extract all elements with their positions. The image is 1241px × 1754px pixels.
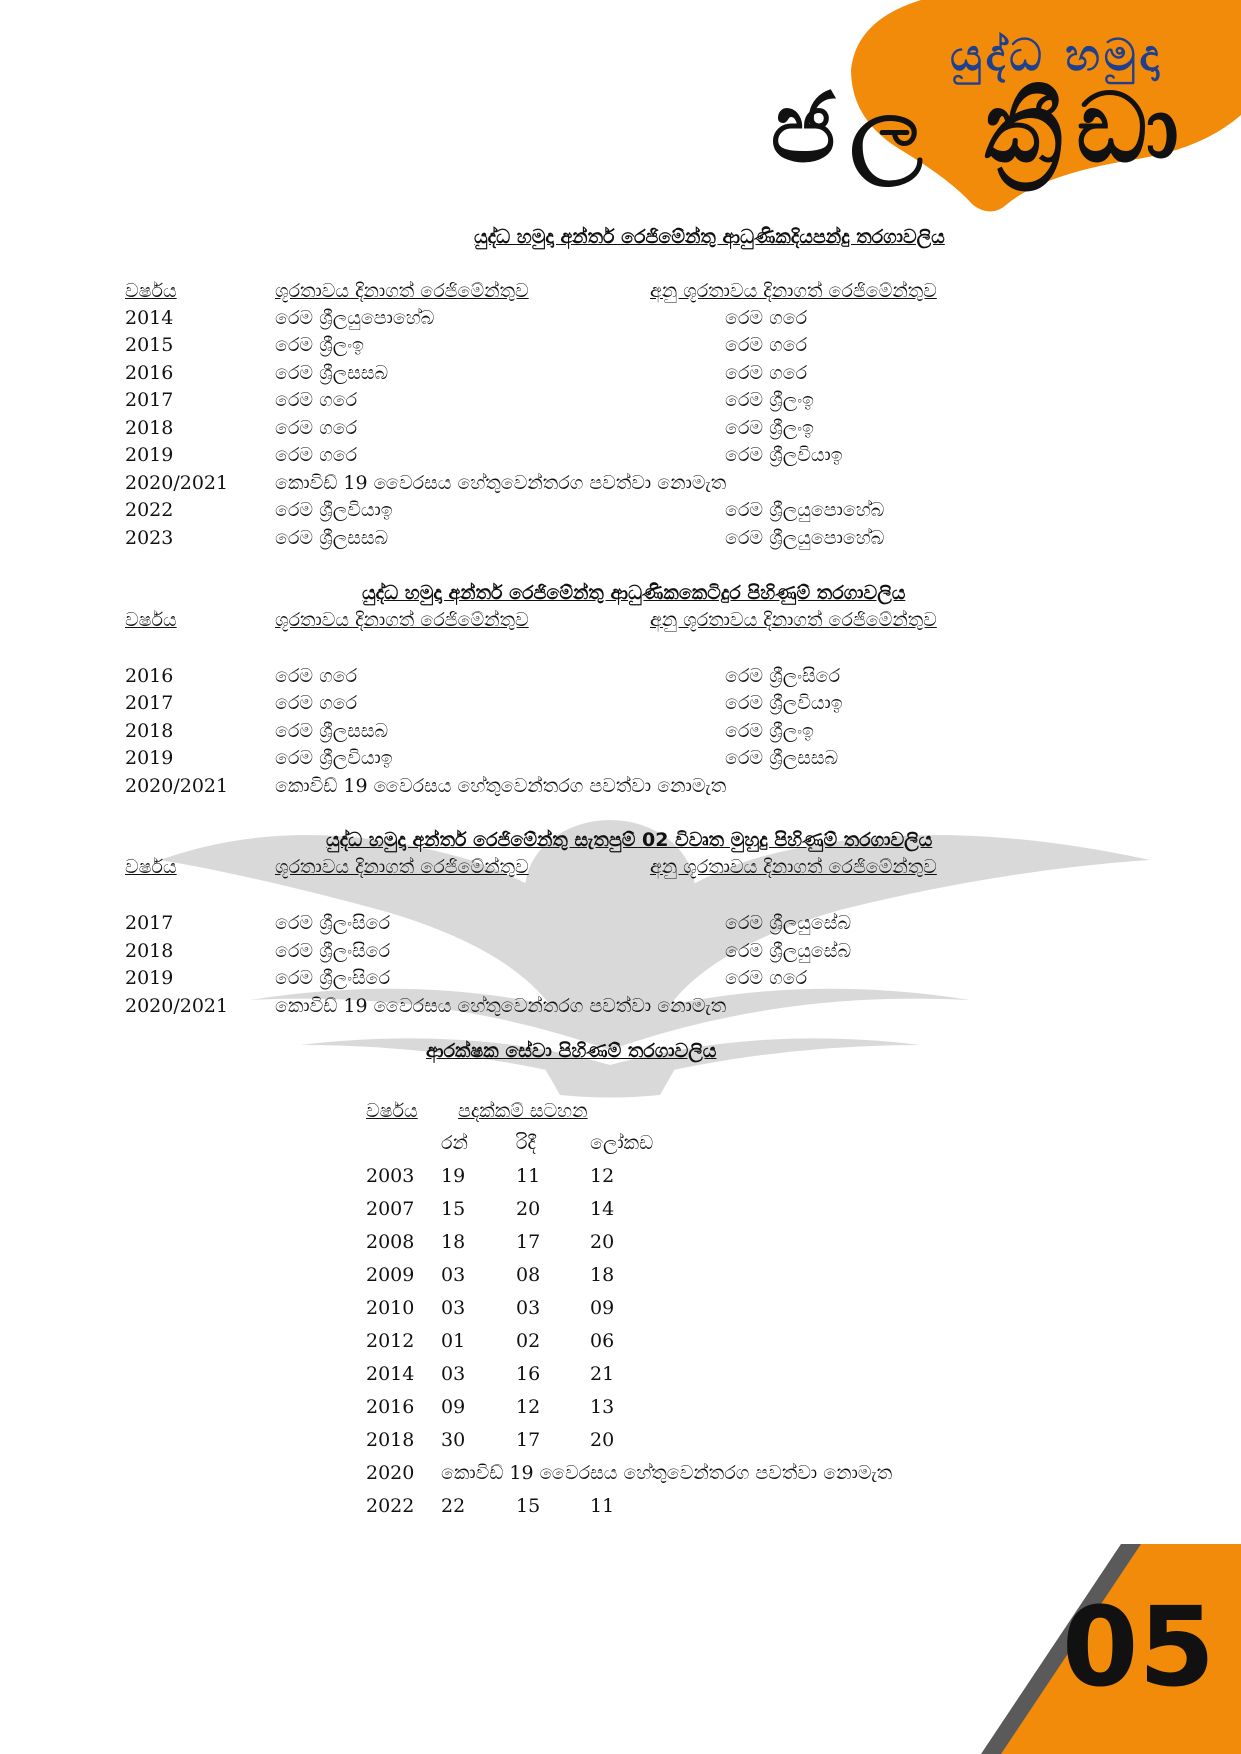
gold-cell: 15 bbox=[441, 1198, 466, 1220]
bronze-cell: 20 bbox=[590, 1429, 615, 1451]
champion-cell: රෙම ශ්‍රීලයුපොහේබ bbox=[275, 307, 435, 329]
bronze-label: ලෝකඩ bbox=[590, 1132, 654, 1154]
silver-cell: 03 bbox=[516, 1297, 541, 1319]
table-row bbox=[0, 527, 1241, 554]
table-row bbox=[0, 1297, 1241, 1324]
table-row bbox=[0, 417, 1241, 444]
year-cell: 2020/2021 bbox=[125, 775, 229, 797]
table-row bbox=[0, 1264, 1241, 1291]
gold-cell: 30 bbox=[441, 1429, 466, 1451]
covid-note: කොවිඩ් 19 වෛරසය හේතුවෙන්තරග පවත්වා නොමැත bbox=[275, 472, 727, 494]
table-row bbox=[0, 775, 1241, 802]
table-row bbox=[0, 307, 1241, 334]
table-row bbox=[0, 1429, 1241, 1456]
champion-cell: රෙම ශ්‍රීලවියාඉ bbox=[275, 747, 393, 769]
section1-header-runner-up: අනු ශූරතාවය දිනාගත් රෙජිමේන්තුව bbox=[650, 280, 937, 302]
year-cell: 2019 bbox=[125, 967, 174, 989]
medal-type-row bbox=[0, 1132, 1241, 1159]
covid-note: කොවිඩ් 19 වෛරසය හේතුවෙන්තරග පවත්වා නොමැත bbox=[275, 775, 727, 797]
year-cell: 2018 bbox=[366, 1429, 415, 1451]
bronze-cell: 18 bbox=[590, 1264, 615, 1286]
champion-cell: රෙම ගරෙ bbox=[275, 665, 358, 687]
section1-header-year: වර්ෂය bbox=[125, 280, 177, 302]
year-cell: 2016 bbox=[125, 665, 174, 687]
runner-up-cell: රෙම ශ්‍රීලසසබ bbox=[725, 747, 839, 769]
table-row bbox=[0, 444, 1241, 471]
runner-up-cell: රෙම ශ්‍රීලංඉ bbox=[725, 720, 814, 742]
section4-header-medals: පදක්කම් සටහන bbox=[458, 1100, 588, 1122]
silver-cell: 20 bbox=[516, 1198, 541, 1220]
silver-cell: 17 bbox=[516, 1231, 541, 1253]
table-row bbox=[0, 362, 1241, 389]
table-row bbox=[0, 472, 1241, 499]
table-row bbox=[0, 1231, 1241, 1258]
year-cell: 2008 bbox=[366, 1231, 415, 1253]
year-cell: 2003 bbox=[366, 1165, 415, 1187]
section3-header-champion: ශූරතාවය දිනාගත් රෙජිමේන්තුව bbox=[275, 856, 529, 878]
bronze-cell: 13 bbox=[590, 1396, 615, 1418]
table-row bbox=[0, 389, 1241, 416]
gold-cell: 03 bbox=[441, 1363, 466, 1385]
year-cell: 2022 bbox=[366, 1495, 415, 1517]
covid-note: කොවිඩ් 19 වෛරසය හේතුවෙන්තරග පවත්වා නොමැත bbox=[275, 995, 727, 1017]
section2-header-runner-up: අනු ශූරතාවය දිනාගත් රෙජිමේන්තුව bbox=[650, 609, 937, 631]
silver-cell: 11 bbox=[516, 1165, 541, 1187]
table-row bbox=[0, 1330, 1241, 1357]
runner-up-cell: රෙම ශ්‍රීලංඉ bbox=[725, 389, 814, 411]
year-cell: 2014 bbox=[366, 1363, 415, 1385]
section1-title: යුද්ධ හමුදා අන්තර් රෙජිමේන්තු ආධුණිකදියපන්දු තරගාවලිය bbox=[474, 226, 945, 248]
silver-cell: 17 bbox=[516, 1429, 541, 1451]
champion-cell: රෙම ශ්‍රීලංසිරෙ bbox=[275, 912, 391, 934]
table-row bbox=[0, 692, 1241, 719]
champion-cell: රෙම ශ්‍රීලංසිරෙ bbox=[275, 940, 391, 962]
year-cell: 2019 bbox=[125, 747, 174, 769]
bronze-cell: 21 bbox=[590, 1363, 615, 1385]
table-row bbox=[0, 1363, 1241, 1390]
year-cell: 2017 bbox=[125, 912, 174, 934]
section3-title: යුද්ධ හමුදා අන්තර් රෙජිමේන්තු සැතපුම් 02 විවෘත මුහුදු පිහිණුම් තරගාවලිය bbox=[326, 829, 933, 851]
runner-up-cell: රෙම ශ්‍රීලයුපොහේබ bbox=[725, 527, 885, 549]
champion-cell: රෙම ශ්‍රීලංසිරෙ bbox=[275, 967, 391, 989]
section2-header-year: වර්ෂය bbox=[125, 609, 177, 631]
table-row bbox=[0, 720, 1241, 747]
bronze-cell: 11 bbox=[590, 1495, 615, 1517]
year-cell: 2015 bbox=[125, 334, 174, 356]
bronze-cell: 14 bbox=[590, 1198, 615, 1220]
table-row bbox=[0, 334, 1241, 361]
table-row bbox=[0, 912, 1241, 939]
champion-cell: රෙම ශ්‍රීලවියාඉ bbox=[275, 499, 393, 521]
gold-cell: 03 bbox=[441, 1297, 466, 1319]
year-cell: 2007 bbox=[366, 1198, 415, 1220]
year-cell: 2019 bbox=[125, 444, 174, 466]
silver-cell: 15 bbox=[516, 1495, 541, 1517]
table-row bbox=[0, 1495, 1241, 1522]
year-cell: 2014 bbox=[125, 307, 174, 329]
year-cell: 2023 bbox=[125, 527, 174, 549]
champion-cell: රෙම ගරෙ bbox=[275, 389, 358, 411]
gold-cell: 22 bbox=[441, 1495, 466, 1517]
runner-up-cell: රෙම ශ්‍රීලවියාඉ bbox=[725, 444, 843, 466]
silver-cell: 08 bbox=[516, 1264, 541, 1286]
gold-cell: 19 bbox=[441, 1165, 466, 1187]
runner-up-cell: රෙම ගරෙ bbox=[725, 307, 808, 329]
year-cell: 2020/2021 bbox=[125, 995, 229, 1017]
page-number: 05 bbox=[1061, 1583, 1215, 1711]
silver-cell: 16 bbox=[516, 1363, 541, 1385]
gold-cell: 03 bbox=[441, 1264, 466, 1286]
gold-label: රන් bbox=[441, 1132, 468, 1154]
runner-up-cell: රෙම ශ්‍රීලයුසේබ bbox=[725, 912, 852, 934]
champion-cell: රෙම ගරෙ bbox=[275, 417, 358, 439]
champion-cell: රෙම ශ්‍රීලසසබ bbox=[275, 527, 389, 549]
runner-up-cell: රෙම ගරෙ bbox=[725, 334, 808, 356]
runner-up-cell: රෙම ගරෙ bbox=[725, 362, 808, 384]
silver-cell: 12 bbox=[516, 1396, 541, 1418]
section1-header-champion: ශූරතාවය දිනාගත් රෙජිමේන්තුව bbox=[275, 280, 529, 302]
year-cell: 2017 bbox=[125, 692, 174, 714]
year-cell: 2018 bbox=[125, 417, 174, 439]
runner-up-cell: රෙම ගරෙ bbox=[725, 967, 808, 989]
covid-note: කොවිඩ් 19 වෛරසය හේතුවෙන්තරග පවත්වා නොමැත bbox=[441, 1462, 893, 1484]
table-row bbox=[0, 1165, 1241, 1192]
champion-cell: රෙම ගරෙ bbox=[275, 692, 358, 714]
year-cell: 2012 bbox=[366, 1330, 415, 1352]
champion-cell: රෙම ශ්‍රීලංඉ bbox=[275, 334, 364, 356]
table-row bbox=[0, 1462, 1241, 1489]
year-cell: 2009 bbox=[366, 1264, 415, 1286]
bronze-cell: 09 bbox=[590, 1297, 615, 1319]
champion-cell: රෙම ශ්‍රීලසසබ bbox=[275, 720, 389, 742]
year-cell: 2010 bbox=[366, 1297, 415, 1319]
runner-up-cell: රෙම ශ්‍රීලයුපොහේබ bbox=[725, 499, 885, 521]
year-cell: 2018 bbox=[125, 720, 174, 742]
year-cell: 2020 bbox=[366, 1462, 415, 1484]
runner-up-cell: රෙම ශ්‍රීලංසිරෙ bbox=[725, 665, 841, 687]
gold-cell: 09 bbox=[441, 1396, 466, 1418]
year-cell: 2017 bbox=[125, 389, 174, 411]
runner-up-cell: රෙම ශ්‍රීලංඉ bbox=[725, 417, 814, 439]
gold-cell: 01 bbox=[441, 1330, 466, 1352]
year-cell: 2016 bbox=[366, 1396, 415, 1418]
table-row bbox=[0, 995, 1241, 1022]
bronze-cell: 20 bbox=[590, 1231, 615, 1253]
table-row bbox=[0, 1396, 1241, 1423]
champion-cell: රෙම ශ්‍රීලසසබ bbox=[275, 362, 389, 384]
table-row bbox=[0, 499, 1241, 526]
bronze-cell: 12 bbox=[590, 1165, 615, 1187]
runner-up-cell: රෙම ශ්‍රීලයුසේබ bbox=[725, 940, 852, 962]
section4-title: ආරක්ෂක සේවා පිහිණම් තරගාවලිය bbox=[426, 1040, 717, 1062]
brand-title: ජල ක්‍රීඩා bbox=[770, 72, 1193, 184]
champion-cell: රෙම ගරෙ bbox=[275, 444, 358, 466]
gold-cell: 18 bbox=[441, 1231, 466, 1253]
table-row bbox=[0, 967, 1241, 994]
section2-header-champion: ශූරතාවය දිනාගත් රෙජිමේන්තුව bbox=[275, 609, 529, 631]
year-cell: 2020/2021 bbox=[125, 472, 229, 494]
silver-cell: 02 bbox=[516, 1330, 541, 1352]
section4-header-year: වර්ෂය bbox=[366, 1100, 418, 1122]
silver-label: රිදී bbox=[516, 1132, 536, 1154]
table-row bbox=[0, 747, 1241, 774]
table-row bbox=[0, 665, 1241, 692]
section3-header-runner-up: අනු ශූරතාවය දිනාගත් රෙජිමේන්තුව bbox=[650, 856, 937, 878]
section2-title: යුද්ධ හමුදා අන්තර් රෙජිමේන්තු ආධුණිකකෙටිදුර පිහිණුම් තරගාවලිය bbox=[362, 582, 906, 604]
year-cell: 2022 bbox=[125, 499, 174, 521]
runner-up-cell: රෙම ශ්‍රීලවියාඉ bbox=[725, 692, 843, 714]
bronze-cell: 06 bbox=[590, 1330, 615, 1352]
year-cell: 2018 bbox=[125, 940, 174, 962]
table-row bbox=[0, 1198, 1241, 1225]
brand-subtitle: යුද්ධ හමුදා bbox=[950, 30, 1163, 81]
section3-header-year: වර්ෂය bbox=[125, 856, 177, 878]
table-row bbox=[0, 940, 1241, 967]
year-cell: 2016 bbox=[125, 362, 174, 384]
